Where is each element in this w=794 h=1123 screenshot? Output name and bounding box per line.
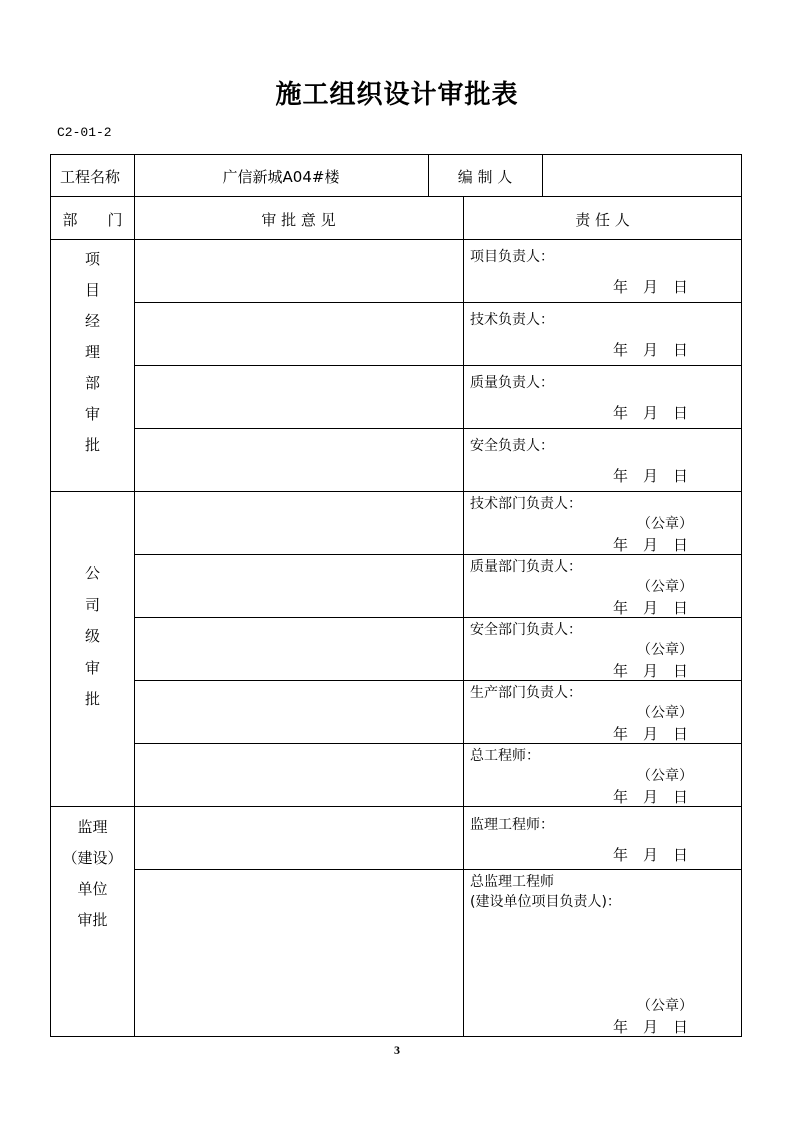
role-label: 项目负责人： — [470, 249, 554, 265]
role-label: 安全部门负责人： — [470, 622, 582, 638]
seal-mark: （公章） — [637, 705, 693, 721]
date-field[interactable]: 年 月 日 — [613, 467, 689, 485]
seal-mark: （公章） — [637, 579, 693, 595]
date-field[interactable]: 年 月 日 — [613, 599, 689, 617]
project-name-label: 工程名称 — [60, 168, 121, 186]
role-label: 技术负责人： — [470, 312, 554, 328]
opinion-cell-quality[interactable] — [135, 366, 463, 428]
role-label: 技术部门负责人： — [470, 496, 582, 512]
section-company: 公 司 级 审 批 — [84, 564, 100, 708]
section-project-dept: 项 目 经 理 部 审 批 — [84, 250, 100, 454]
form-code: C2-01-2 — [57, 125, 112, 140]
seal-mark: （公章） — [637, 998, 693, 1014]
date-field[interactable]: 年 月 日 — [613, 788, 689, 806]
opinion-cell-safety[interactable] — [135, 429, 463, 491]
date-field[interactable]: 年 月 日 — [613, 536, 689, 554]
role-label: 生产部门负责人： — [470, 685, 582, 701]
opinion-cell-chief-engineer[interactable] — [135, 744, 463, 806]
date-field[interactable]: 年 月 日 — [613, 662, 689, 680]
opinion-cell-chief-supervisor[interactable] — [135, 870, 463, 1036]
date-field[interactable]: 年 月 日 — [613, 341, 689, 359]
date-field[interactable]: 年 月 日 — [613, 278, 689, 296]
role-label: 总监理工程师 — [470, 874, 554, 890]
role-label: (建设单位项目负责人)： — [470, 894, 621, 910]
opinion-cell-safety-dept[interactable] — [135, 618, 463, 680]
role-label: 质量负责人： — [470, 375, 554, 391]
page-title: 施工组织设计审批表 — [275, 80, 519, 110]
date-field[interactable]: 年 月 日 — [613, 846, 689, 864]
role-label: 总工程师： — [470, 748, 540, 764]
project-name-value[interactable]: 广信新城A04#楼 — [222, 168, 340, 186]
date-field[interactable]: 年 月 日 — [613, 404, 689, 422]
preparer-label: 编 制 人 — [457, 168, 513, 186]
opinion-cell-project-leader[interactable] — [135, 240, 463, 302]
seal-mark: （公章） — [637, 768, 693, 784]
preparer-field[interactable] — [543, 155, 741, 196]
role-label: 质量部门负责人： — [470, 559, 582, 575]
role-label: 监理工程师： — [470, 817, 554, 833]
date-field[interactable]: 年 月 日 — [613, 1018, 689, 1036]
opinion-column-header: 审 批 意 见 — [261, 211, 336, 229]
opinion-cell-supervisor[interactable] — [135, 807, 463, 869]
opinion-cell-quality-dept[interactable] — [135, 555, 463, 617]
page-number: 3 — [394, 1043, 400, 1057]
dept-column-header: 部 门 — [62, 211, 123, 229]
opinion-cell-tech-dept[interactable] — [135, 492, 463, 554]
section-supervision: 监理 （建设） 单位 审批 — [62, 818, 123, 929]
date-field[interactable]: 年 月 日 — [613, 725, 689, 743]
seal-mark: （公章） — [637, 642, 693, 658]
responsible-column-header: 责 任 人 — [575, 211, 630, 229]
opinion-cell-production-dept[interactable] — [135, 681, 463, 743]
opinion-cell-technical[interactable] — [135, 303, 463, 365]
role-label: 安全负责人： — [470, 438, 554, 454]
seal-mark: （公章） — [637, 516, 693, 532]
